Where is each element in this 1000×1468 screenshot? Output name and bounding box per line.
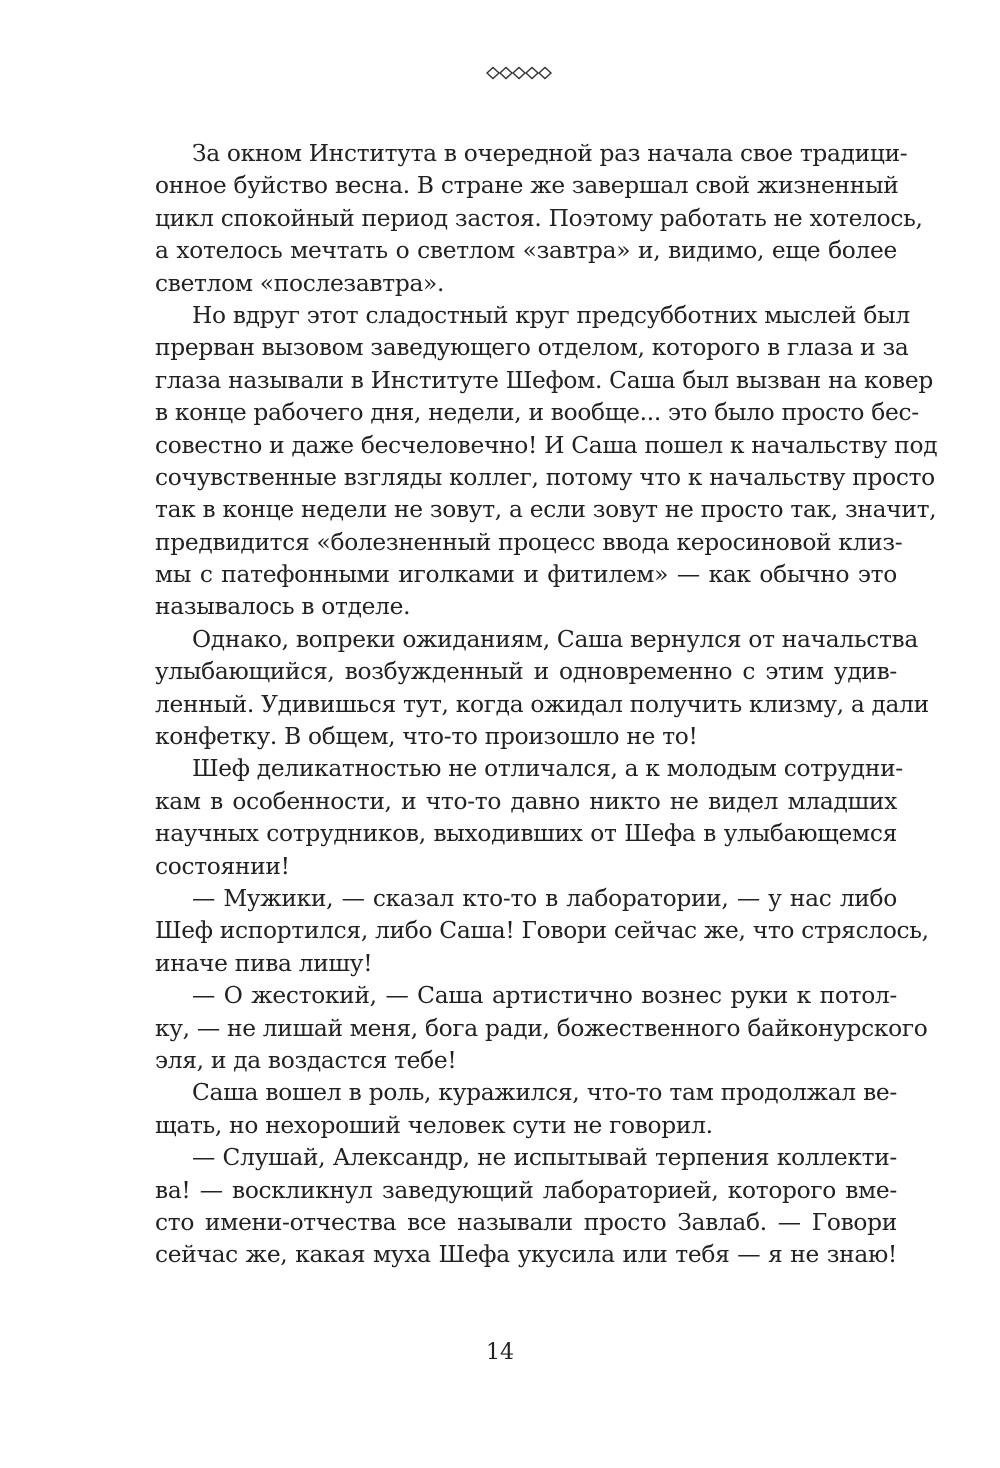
text-line: эля, и да воздастся тебе! xyxy=(155,1046,457,1074)
text-line: Шеф испортился, либо Саша! Говори сейчас же, что стряслось, xyxy=(155,917,929,945)
text-line: ва! — воскликнул заведующий лабораторией, которого вме- xyxy=(155,1176,897,1204)
text-line: прерван вызовом заведующего отделом, которого в глаза и за xyxy=(155,334,909,362)
text-line: щать, но нехороший человек сути не говорил. xyxy=(155,1111,713,1139)
text-line: ку, — не лишай меня, бога ради, божественного байконурского xyxy=(155,1014,928,1042)
text-line: Шеф деликатностью не отличался, а к молодым сотрудни- xyxy=(192,755,903,783)
text-line: ленный. Удивишься тут, когда ожидал получить клизму, а дали xyxy=(155,690,929,718)
text-line: совестно и даже бесчеловечно! И Саша пошел к начальству под xyxy=(155,431,938,459)
text-line: — О жестокий, — Саша артистично вознес руки к потол- xyxy=(192,982,897,1010)
text-line: светлом «послезавтра». xyxy=(155,269,445,297)
page-number: 14 xyxy=(486,1340,514,1365)
text-line: онное буйство весна. В стране же завершал свой жизненный xyxy=(155,172,899,200)
text-line: глаза называли в Институте Шефом. Саша был вызван на ковер xyxy=(155,366,933,394)
text-line: а хотелось мечтать о светлом «завтра» и, видимо, еще более xyxy=(155,237,897,265)
text-line: кам в особенности, и что-то давно никто не видел младших xyxy=(155,787,897,815)
text-line: Но вдруг этот сладостный круг предсубботних мыслей был xyxy=(192,301,910,329)
text-line: предвидится «болезненный процесс ввода керосиновой клиз- xyxy=(155,528,903,556)
diamond-chain-ornament xyxy=(460,60,580,86)
body-text xyxy=(155,138,938,1272)
text-line: сто имени-отчества все называли просто Завлаб. — Говори xyxy=(155,1208,897,1236)
text-line: иначе пива лишу! xyxy=(155,949,373,977)
text-line: называлось в отделе. xyxy=(155,593,411,621)
text-line: Саша вошел в роль, куражился, что-то там продолжал ве- xyxy=(192,1079,897,1107)
text-line: мы с патефонными иголками и фитилем» — как обычно это xyxy=(155,561,897,589)
text-line: — Мужики, — сказал кто-то в лаборатории, — у нас либо xyxy=(192,884,897,912)
diamond-chain-icon xyxy=(486,66,554,80)
text-line: в конце рабочего дня, недели, и вообще... это было просто бес- xyxy=(155,399,919,427)
text-line: сочувственные взгляды коллег, потому что к начальству просто xyxy=(155,463,935,491)
text-line: конфетку. В общем, что-то произошло не то! xyxy=(155,723,698,751)
text-line: научных сотрудников, выходивших от Шефа в улыбающемся xyxy=(155,820,897,848)
text-line: сейчас же, какая муха Шефа укусила или тебя — я не знаю! xyxy=(155,1241,897,1269)
text-line: Однако, вопреки ожиданиям, Саша вернулся от начальства xyxy=(192,625,918,653)
text-line: цикл спокойный период застоя. Поэтому работать не хотелось, xyxy=(155,204,923,232)
text-line: За окном Института в очередной раз начала свое традици- xyxy=(192,140,908,167)
text-line: так в конце недели не зовут, а если зовут не просто так, значит, xyxy=(155,496,937,524)
text-line: — Слушай, Александр, не испытывай терпения коллекти- xyxy=(192,1144,897,1172)
text-line: улыбающийся, возбужденный и одновременно с этим удив- xyxy=(155,658,897,686)
text-line: состоянии! xyxy=(155,852,290,880)
